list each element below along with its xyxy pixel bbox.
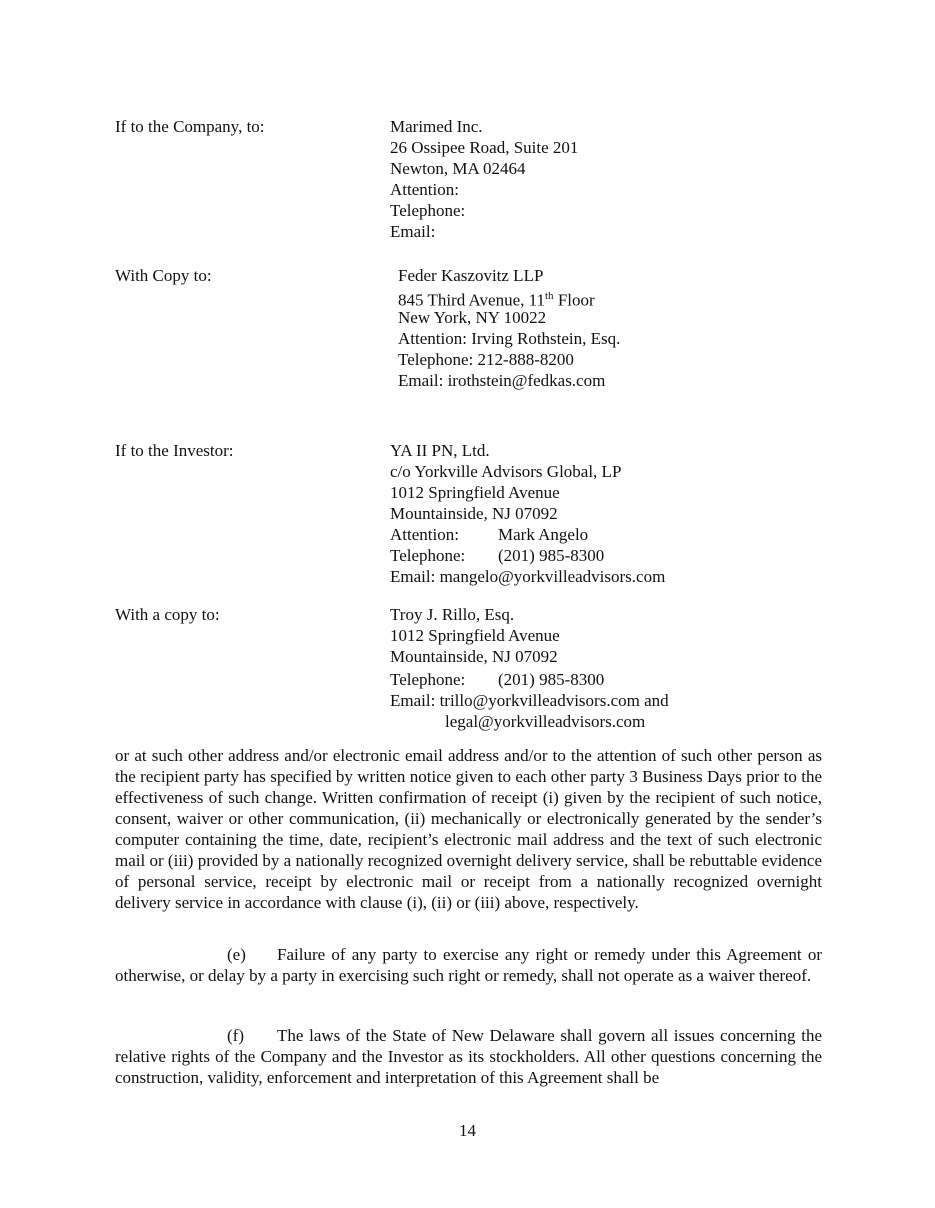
section-e-paragraph <box>115 944 822 986</box>
address-line: 1012 Springfield Avenue <box>390 626 560 645</box>
address-line: 1012 Springfield Avenue <box>390 483 560 502</box>
address-line: Telephone: 212-888-8200 <box>398 350 574 369</box>
telephone-line: Telephone: (201) 985-8300 <box>390 670 605 689</box>
investor-address <box>390 440 665 587</box>
address-line: Attention: Irving Rothstein, Esq. <box>398 329 621 348</box>
section-number: (e) <box>227 945 246 964</box>
address-line: YA II PN, Ltd. <box>390 441 490 460</box>
section-number: (f) <box>227 1026 244 1045</box>
company-copy-label: With Copy to: <box>115 266 212 285</box>
address-line: 26 Ossipee Road, Suite 201 <box>390 138 579 157</box>
address-line: Telephone: <box>390 201 466 220</box>
address-line: New York, NY 10022 <box>398 308 547 327</box>
address-line: c/o Yorkville Advisors Global, LP <box>390 462 622 481</box>
address-line: 845 Third Avenue, 11th Floor <box>398 290 595 310</box>
email-line-continued: legal@yorkvilleadvisors.com <box>445 712 646 731</box>
address-line: Email: <box>390 222 436 241</box>
address-line: Marimed Inc. <box>390 117 483 136</box>
section-text: Failure of any party to exercise any right or remedy under this Agreement or otherwise, or delay by a party in exercising such right or remedy, shall not operate as a waiver thereof. <box>115 945 822 985</box>
address-line: Attention: <box>390 180 459 199</box>
address-line: Newton, MA 02464 <box>390 159 526 178</box>
telephone-line: Telephone: (201) 985-8300 <box>390 546 605 565</box>
address-line: Troy J. Rillo, Esq. <box>390 605 515 624</box>
page-number: 14 <box>459 1121 476 1140</box>
company-copy-address <box>398 265 620 391</box>
attention-line: Attention: Mark Angelo <box>390 525 589 544</box>
section-text: The laws of the State of New Delaware shall govern all issues concerning the relative rights of the Company and the Investor as its stockholders. All other questions concerning the construction, validity, enforcement and interpretation of this Agreement shall be <box>115 1026 822 1087</box>
address-line: Mountainside, NJ 07092 <box>390 647 558 666</box>
address-line: Email: irothstein@fedkas.com <box>398 371 606 390</box>
address-line: Feder Kaszovitz LLP <box>398 266 544 285</box>
notice-paragraph: or at such other address and/or electronic email address and/or to the attention of such other person as the recipient party has specified by written notice given to each other party 3 Business Days prior to the effectiveness of such change. Written confirmation of receipt (i) given by the recipient of such notice, consent, waiver or other communication, (ii) mechanically or electronically generated by the sender’s computer containing the time, date, recipient’s electronic mail address and the text of such electronic mail or (iii) provided by a nationally recognized overnight delivery service, shall be rebuttable evidence of personal service, receipt by electronic mail or receipt from a nationally recognized overnight delivery service in accordance with clause (i), (ii) or (iii) above, respectively. <box>115 746 822 912</box>
email-line: Email: mangelo@yorkvilleadvisors.com <box>390 567 666 586</box>
investor-copy-label: With a copy to: <box>115 605 220 624</box>
investor-label: If to the Investor: <box>115 441 234 460</box>
address-line: Mountainside, NJ 07092 <box>390 504 558 523</box>
company-address <box>390 116 578 242</box>
section-f-paragraph <box>115 1025 822 1088</box>
company-label: If to the Company, to: <box>115 117 265 136</box>
email-line: Email: trillo@yorkvilleadvisors.com and <box>390 691 669 710</box>
investor-copy-address <box>390 604 669 732</box>
